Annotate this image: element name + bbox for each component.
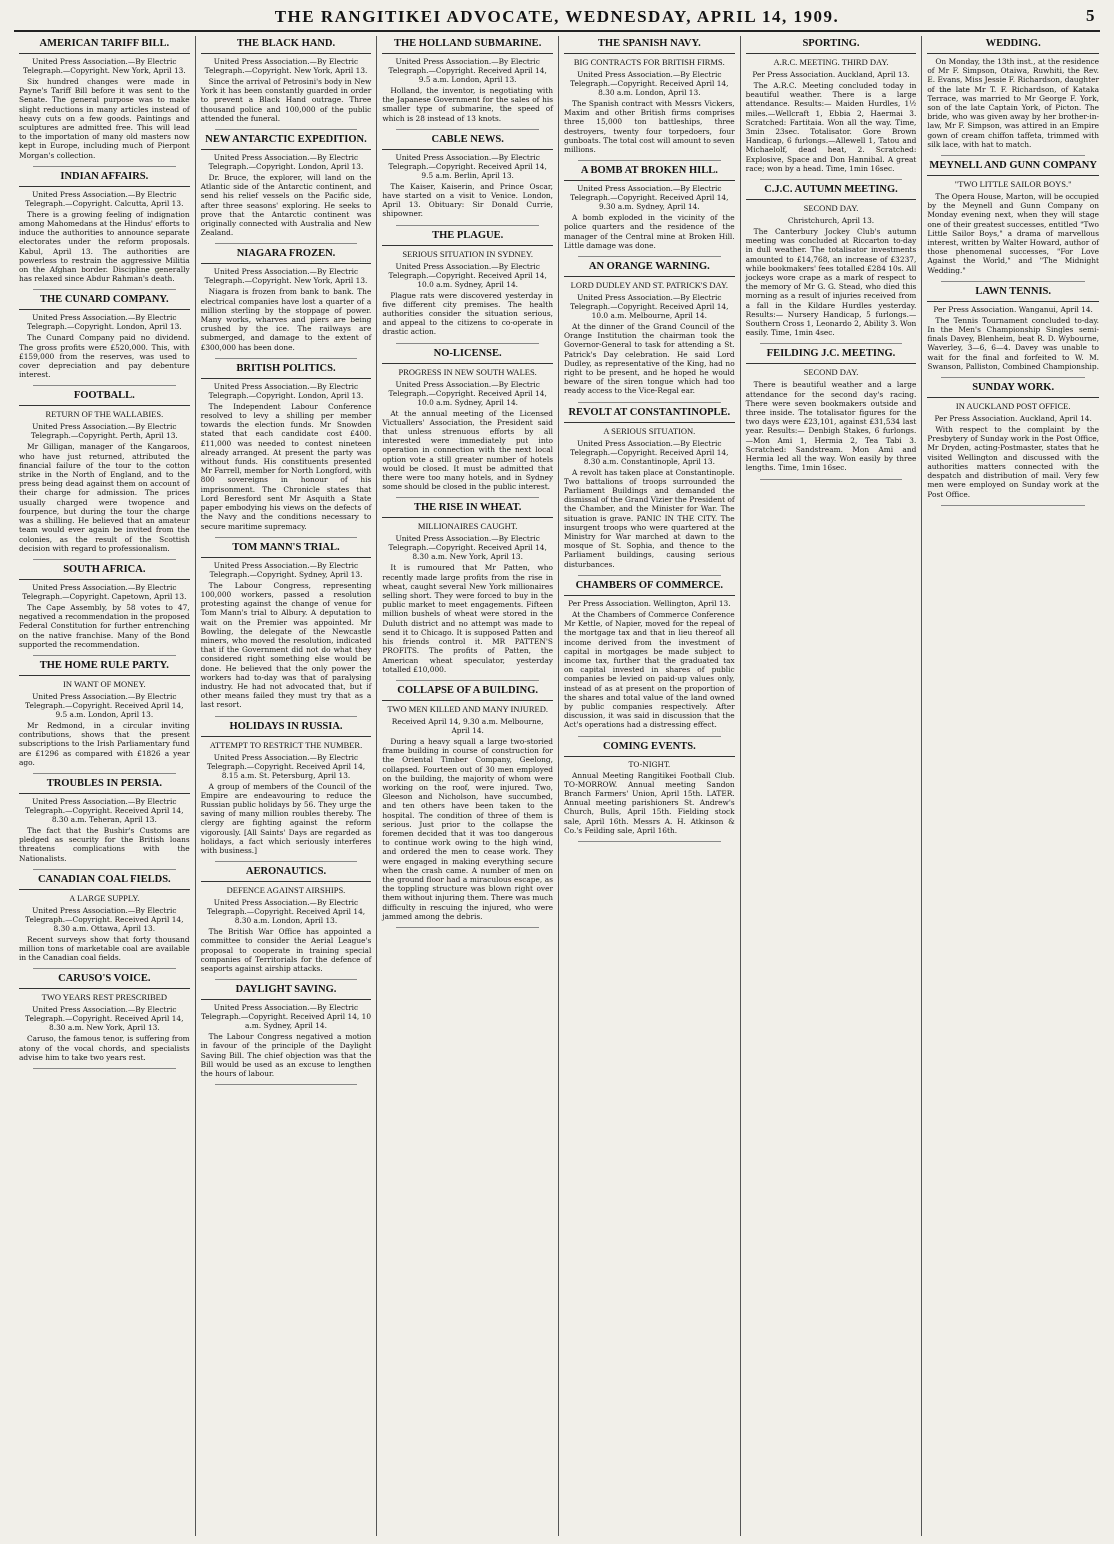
article-headline: CARUSO'S VOICE. bbox=[19, 973, 190, 989]
column-3 bbox=[377, 36, 559, 1536]
article-subhead: PROGRESS IN NEW SOUTH WALES. bbox=[398, 366, 537, 377]
article-body: Annual Meeting Rangitikei Football Club. TO-MORROW. Annual meeting Sandon Branch Farmers' Union, April 15th. LATER. Annual meeting parishioners St. Andrew's Church, Bulls, April 15th. Fielding stock sale, April 16th. Messrs A. H. Atkinson & Co.'s Feilding sale, April 16th. bbox=[564, 770, 735, 835]
article-dateline: United Press Association.—By Electric Telegraph.—Copyright. Received April 14, 10.0 a.m. Sydney, April 14. bbox=[388, 261, 547, 289]
article-dateline: United Press Association.—By Electric Telegraph.—Copyright. Received April 14, 8.30 a.m. Constantinople, April 13. bbox=[570, 438, 729, 466]
article-divider bbox=[33, 385, 176, 386]
article-divider bbox=[215, 1084, 358, 1085]
article-body: Six hundred changes were made in Payne's Tariff Bill before it was sent to the Senate. The general purpose was to make slight reductions in many articles instead of heavy cuts on a few goods. Paintings and sculptures are admitted free. This will lead to the importation of many old masters now kept in Europe, including much of Pierpont Morgan's collection. bbox=[19, 77, 190, 160]
article-subhead: "TWO LITTLE SAILOR BOYS." bbox=[954, 179, 1072, 190]
article bbox=[201, 134, 372, 237]
article-headline: C.J.C. AUTUMN MEETING. bbox=[746, 184, 917, 200]
article-body: Plague rats were discovered yesterday in five different city premises. The health authorities consider the situation serious, and appeal to the citizens to co-operate in drastic action. bbox=[382, 290, 553, 337]
article-headline: AN ORANGE WARNING. bbox=[564, 261, 735, 277]
article bbox=[564, 38, 735, 154]
article-headline: REVOLT AT CONSTANTINOPLE. bbox=[564, 407, 735, 423]
article-subhead: IN AUCKLAND POST OFFICE. bbox=[955, 401, 1071, 412]
article bbox=[564, 165, 735, 250]
article-body: The Labour Congress, representing 100,000 workers, passed a resolution protesting against the change of venue for Tom Mann's trial to Albury. A deputation to wait on the Premier was appointed. Mr Bowling, the delegate of the Newcastle miners, who moved the resolution, indicated that if the Government did not do what they considered right something else would be done. He believed that the only power the workers had to-day was that of paralysing industry. He had not advocated that, but if other means failed they must try that as a last resort. bbox=[200, 580, 372, 710]
article-dateline: Received April 14, 9.30 a.m. Melbourne, April 14. bbox=[391, 716, 544, 735]
article-subhead: A LARGE SUPPLY. bbox=[69, 892, 140, 903]
article-divider bbox=[215, 537, 358, 538]
article bbox=[19, 973, 190, 1062]
article-headline: CANADIAN COAL FIELDS. bbox=[19, 874, 190, 890]
article-dateline: TO-NIGHT. bbox=[628, 759, 671, 769]
article-dateline: United Press Association.—By Electric Telegraph.—Copyright. Received April 14, 8.30 a.m. New York, April 13. bbox=[25, 1005, 184, 1033]
masthead-title: THE RANGITIKEI ADVOCATE, WEDNESDAY, APRIL 14, 1909. bbox=[274, 7, 840, 26]
article-headline: THE SPANISH NAVY. bbox=[564, 38, 735, 54]
column-5 bbox=[741, 36, 923, 1536]
article-headline: LAWN TENNIS. bbox=[927, 286, 1099, 302]
article bbox=[19, 778, 190, 863]
article bbox=[746, 184, 917, 337]
article-dateline: Per Press Association. Wanganui, April 14. bbox=[933, 304, 1093, 314]
article-divider bbox=[578, 256, 721, 257]
article-dateline: United Press Association.—By Electric Telegraph.—Copyright. Sydney, April 13. bbox=[209, 560, 363, 579]
article-body: At the Chambers of Commerce Conference Mr Kettle, of Napier, moved for the repeal of the mortgage tax and that in lieu thereof all income derived from the investment of capital in mortgages be made subject to income tax, further that the graduated tax on capital invested in shares of public companies be levied on paid-up values only, instead of as at present on the proportion of the shares and total value of the land owned by public companies respectively. After discussion, it was said in discussion that the Act's operations had a distressing effect. bbox=[564, 609, 735, 730]
article-subhead: MILLIONAIRES CAUGHT. bbox=[417, 521, 518, 532]
article-body: At the dinner of the Grand Council of the Orange Institution the chairman took the Governor-General to task for attending a St. Patrick's Day celebration. He said Lord Dudley, as representative of the King, had no right to be present, and he hoped he would beware of the siren tongue which had too ready access to the Vice-Regal ear. bbox=[564, 322, 735, 396]
article-divider bbox=[578, 402, 721, 403]
page-number: 5 bbox=[1086, 6, 1096, 25]
article-dateline: United Press Association.—By Electric Telegraph.—Copyright. Received April 14, 10 a.m. Sydney, April 14. bbox=[200, 1003, 372, 1031]
article bbox=[382, 685, 553, 921]
article bbox=[564, 407, 735, 569]
article-headline: COLLAPSE OF A BUILDING. bbox=[382, 685, 553, 701]
article-headline: FEILDING J.C. MEETING. bbox=[746, 348, 917, 364]
article-headline: AERONAUTICS. bbox=[201, 866, 372, 882]
masthead bbox=[14, 4, 1100, 32]
article-subhead: IN WANT OF MONEY. bbox=[63, 678, 146, 689]
article-dateline: United Press Association.—By Electric Telegraph.—Copyright. Received April 14, 8.30 a.m. Ottawa, April 13. bbox=[25, 905, 184, 933]
article-dateline: United Press Association.—By Electric Telegraph.—Copyright. London, April 13. bbox=[208, 381, 364, 400]
article-body: At the annual meeting of the Licensed Victuallers' Association, the President said that unless strenuous efforts by all interested were immediately put into operation in connection with the next local option vote a still greater number of hotels would be closed. It must be admitted that there were too many hotels, and in Sydney some should be closed in the public interest. bbox=[382, 408, 553, 492]
article bbox=[382, 134, 553, 219]
article-dateline: United Press Association.—By Electric Telegraph.—Copyright. Received April 14, 8.30 a.m. New York, April 13. bbox=[388, 534, 547, 562]
article-subhead: BIG CONTRACTS FOR BRITISH FIRMS. bbox=[573, 57, 725, 67]
article-headline: SUNDAY WORK. bbox=[927, 382, 1099, 398]
article-headline: NIAGARA FROZEN. bbox=[201, 248, 372, 264]
article-body: Dr. Bruce, the explorer, will land on the Atlantic side of the Antarctic continent, and send his relief vessels on the Pacific side, after three seasons' exploring. He seeks to prove that the Antarctic continent was originally connected with Australia and New Zealand. bbox=[200, 173, 372, 238]
article-headline: CHAMBERS OF COMMERCE. bbox=[564, 580, 735, 596]
article bbox=[927, 382, 1099, 499]
article bbox=[201, 248, 372, 351]
article-body: Mr Redmond, in a circular inviting contributions, shows that the present subscriptions to the Irish Parliamentary fund are £1296 as compared with £1826 a year ago. bbox=[19, 720, 190, 767]
article bbox=[201, 721, 372, 856]
article-headline: A BOMB AT BROKEN HILL. bbox=[564, 165, 735, 181]
article bbox=[382, 230, 553, 337]
article-body: A group of members of the Council of the Empire are endeavouring to reduce the Russian public holidays by 56. They urge the saving of many million roubles thereby. The clergy are fighting against the reform vigorously. [All Saints' Days are regarded as holidays, a fact which seriously interferes with business.] bbox=[200, 781, 372, 855]
article-subhead: A.R.C. MEETING. THIRD DAY. bbox=[773, 57, 889, 67]
article-dateline: United Press Association.—By Electric Telegraph.—Copyright. New York, April 13. bbox=[204, 57, 368, 75]
article-headline: NO-LICENSE. bbox=[382, 348, 553, 364]
article-divider bbox=[33, 166, 176, 167]
article-subhead: SECOND DAY. bbox=[803, 203, 859, 214]
article-divider bbox=[33, 289, 176, 290]
article-divider bbox=[760, 179, 903, 180]
article bbox=[564, 741, 735, 835]
article-divider bbox=[578, 841, 721, 842]
article-body: The Cunard Company paid no dividend. The gross profits were £520,000. This, with £159,000 from the reserves, was used to cover depreciation and pay debenture interest. bbox=[19, 333, 190, 380]
article-subhead: ATTEMPT TO RESTRICT THE NUMBER. bbox=[209, 739, 363, 750]
article bbox=[746, 348, 917, 472]
article-divider bbox=[215, 861, 358, 862]
article-divider bbox=[215, 129, 358, 130]
article-body: The British War Office has appointed a committee to consider the Aerial League's proposal to cooperate in training special companies of Territorials for the defence of seaports against airship attacks. bbox=[200, 927, 372, 973]
article-headline: WEDDING. bbox=[927, 38, 1099, 54]
article bbox=[19, 874, 190, 963]
article-headline: CABLE NEWS. bbox=[382, 134, 553, 150]
column-4 bbox=[559, 36, 741, 1536]
article-body: The Spanish contract with Messrs Vickers, Maxim and other British firms comprises three 15,000 ton battleships, three destroyers, twenty four torpedoers, four gunboats. The total cost will amount to seven millions. bbox=[564, 99, 735, 155]
article-divider bbox=[396, 343, 539, 344]
article-divider bbox=[215, 243, 358, 244]
article-headline: THE PLAGUE. bbox=[382, 230, 553, 246]
article-headline: SOUTH AFRICA. bbox=[19, 564, 190, 580]
article-body: It is rumoured that Mr Patten, who recently made large profits from the rise in wheat, caught several New York millionaires selling short. They were forced to buy in the public market to meet engagements. Fifteen million bushels of wheat were stored in the Duluth district and no attempt was made to send it to Chicago. It is supposed Patten and his friends control it. MR PATTEN'S PROFITS. The profits of Patten, the American wheat speculator, yesterday totalled £10,000. bbox=[382, 563, 553, 674]
article bbox=[201, 38, 372, 123]
article-divider bbox=[578, 160, 721, 161]
article-dateline: United Press Association.—By Electric Telegraph.—Copyright. Received April 14, 8.30 a.m. London, April 13. bbox=[206, 898, 366, 926]
article-divider bbox=[33, 869, 176, 870]
article-body: The Tennis Tournament concluded to-day. In the Men's Championship Singles semi-finals Davey, Blenheim, beat R. D. Wybourne, Waverley, 3—6, 6—4. Davey was unable to wait for the final and forfeited to W. M. Swanson, Palliston, Combined Championship. bbox=[927, 315, 1099, 371]
article-dateline: United Press Association.—By Electric Telegraph.—Copyright. Capetown, April 13. bbox=[22, 582, 187, 601]
article-body: The Independent Labour Conference resolved to levy a shilling per member towards the election funds. Mr Snowden stated that each candidate cost £400. £11,000 was needed to contest nineteen already arranged. At present the party was without funds. His constituents presented Mr Farrell, member for North Longford, with 800 sovereigns in honour of his imprisonment. The Chronicle states that Lord Beresford sent Mr Asquith a State paper embodying his views on the defects of the Navy and the conditions necessary to secure maritime supremacy. bbox=[200, 401, 372, 531]
article-body: A revolt has taken place at Constantinople. Two battalions of troops surrounded the Parliament Buildings and demanded the dismissal of the Grand Vizier the President of the Chamber, and the Minister for War. The situation is grave. PANIC IN THE CITY. The insurgent troops who were quartered at the Ministry for War marched at dawn to the mosque of St. Sophia, and thence to the Parliament buildings, causing serious disturbances. bbox=[564, 467, 735, 569]
article-subhead: TWO MEN KILLED AND MANY INJURED. bbox=[387, 703, 549, 714]
article-headline: BRITISH POLITICS. bbox=[201, 363, 372, 379]
article bbox=[382, 38, 553, 123]
article-divider bbox=[33, 655, 176, 656]
article-headline: NEW ANTARCTIC EXPEDITION. bbox=[201, 134, 372, 150]
article-divider bbox=[396, 497, 539, 498]
article-body: The Labour Congress negatived a motion in favour of the principle of the Daylight Saving Bill. The chief objection was that the Bill would be used as an excuse to lengthen the hours of labour. bbox=[200, 1032, 372, 1078]
article-headline: HOLIDAYS IN RUSSIA. bbox=[201, 721, 372, 737]
article-divider bbox=[941, 281, 1085, 282]
article-body: Since the arrival of Petrosini's body in New York it has been constantly guarded in order to prevent a Black Hand outrage. Three thousand police and 100,000 of the public attended the funeral. bbox=[200, 77, 372, 123]
article-divider bbox=[215, 716, 358, 717]
article-headline: THE HOLLAND SUBMARINE. bbox=[382, 38, 553, 54]
article-dateline: United Press Association.—By Electric Telegraph.—Copyright. Received April 14, 10.0 a.m. Sydney, April 14. bbox=[388, 379, 547, 407]
article-subhead: SECOND DAY. bbox=[803, 367, 859, 378]
article bbox=[927, 286, 1099, 371]
article bbox=[564, 261, 735, 396]
article-dateline: United Press Association.—By Electric Telegraph.—Copyright. New York, April 13. bbox=[22, 57, 186, 75]
article-body: The Opera House, Marton, will be occupied by the Meynell and Gunn Company on Monday evening next, when they will stage one of their greatest successes, entitled "Two Little Sailor Boys," a drama of marvellous interest, written by Walter Howard, author of those phenomenal successes, "For Love Against the World," and "The Midnight Wedding." bbox=[927, 192, 1100, 275]
article-divider bbox=[760, 343, 903, 344]
article-headline: FOOTBALL. bbox=[19, 390, 190, 406]
article-divider bbox=[396, 225, 539, 226]
article-body: There is a growing feeling of indignation among Mahomedans at the Hindus' efforts to induce the authorities to announce separate electorates under the reform proposals. Kabul, April 13. The authorities are powerless to restrain the aggressive Militia on the Afghan border. Discipline generally has relaxed since Abdur Rahman's death. bbox=[19, 209, 190, 284]
article bbox=[382, 348, 553, 492]
article bbox=[564, 580, 735, 730]
article bbox=[19, 294, 190, 379]
article-body: The A.R.C. Meeting concluded today in beautiful weather. There is a large attendance. Results:— Maiden Hurdles, 1½ miles.—Wellcraft 1, Ebbia 2, Haermai 3. Scratched: Fartitaia. Won all the way. Time, 3min 23sec. Totalisator. Gore Brown Handicap, 6 furlongs.—Allewell 1, Tatou and Michaelolf, dead heat, 2. Scratched: Explosive, Space and Don Hannibal. A great race; won by a head. Time, 1min 16sec. bbox=[745, 81, 917, 173]
article-headline: THE CUNARD COMPANY. bbox=[19, 294, 190, 310]
article-body: There is beautiful weather and a large attendance for the second day's racing. There were seven bookmakers outside and three inside. The totalisator figures for the two days were £23,101, against £31,534 last year. Results:— Denbigh Stakes, 6 furlongs.—Mon Ami 1, Hermia 2, Tea Tabi 3. Scratched: Sandstream. Mon Ami and Hermia led all the way. Won easily by three lengths. Time, 1min 16sec. bbox=[745, 380, 917, 473]
columns-container bbox=[14, 36, 1104, 1536]
article bbox=[201, 542, 372, 710]
article bbox=[19, 564, 190, 649]
article-headline: TROUBLES IN PERSIA. bbox=[19, 778, 190, 794]
article-divider bbox=[941, 377, 1085, 378]
article-headline: THE HOME RULE PARTY. bbox=[19, 660, 190, 676]
article-dateline: United Press Association.—By Electric Telegraph.—Copyright. Calcutta, April 13. bbox=[25, 189, 184, 208]
article-subhead: SERIOUS SITUATION IN SYDNEY. bbox=[402, 248, 533, 259]
article-divider bbox=[578, 575, 721, 576]
article-divider bbox=[33, 1068, 176, 1069]
article-body: On Monday, the 13th inst., at the residence of Mr F. Simpson, Otaiwa, Ruwhiti, the Rev. E. Evans, Miss Jessie F. Richardson, daughter of the late Mr T. F. Richardson, of Kataka Terrace, was married to Mr George F. York, son of the late Captain York, of Picton. The bride, who was given away by her brother-in-law, Mr F. Simpson, was attired in an Empire gown of cream chiffon taffeta, trimmed with silk lace, with hat to match. bbox=[927, 57, 1099, 149]
article-divider bbox=[396, 680, 539, 681]
column-2 bbox=[196, 36, 378, 1536]
column-6 bbox=[922, 36, 1104, 1536]
article-headline: MEYNELL AND GUNN COMPANY bbox=[927, 160, 1099, 176]
article-headline: TOM MANN'S TRIAL. bbox=[201, 542, 372, 558]
article-divider bbox=[396, 129, 539, 130]
article bbox=[927, 38, 1099, 149]
article-dateline: Per Press Association. Auckland, April 14. bbox=[934, 414, 1092, 424]
article bbox=[382, 502, 553, 673]
article-divider bbox=[396, 927, 539, 928]
article-headline: THE RISE IN WHEAT. bbox=[382, 502, 553, 518]
article-body: The fact that the Bushir's Customs are pledged as security for the British loans threatens complications with the Nationalists. bbox=[19, 825, 190, 863]
article-dateline: United Press Association.—By Electric Telegraph.—Copyright. Received April 14, 9.5 a.m. Berlin, April 13. bbox=[388, 152, 547, 180]
article bbox=[927, 160, 1099, 275]
article bbox=[201, 984, 372, 1078]
article-headline: INDIAN AFFAIRS. bbox=[19, 171, 190, 187]
article-divider bbox=[941, 505, 1085, 506]
article bbox=[19, 38, 190, 160]
article bbox=[201, 866, 372, 973]
article-dateline: Per Press Association. Auckland, April 13. bbox=[752, 70, 910, 79]
article-headline: SPORTING. bbox=[746, 38, 917, 54]
article-headline: COMING EVENTS. bbox=[564, 741, 735, 757]
article-dateline: United Press Association.—By Electric Telegraph.—Copyright. Received April 14, 9.5 a.m. London, April 13. bbox=[25, 691, 184, 719]
article-body: A bomb exploded in the vicinity of the police quarters and the residence of the manager of the Central mine at Broken Hill. Little damage was done. bbox=[564, 213, 735, 250]
article-divider bbox=[33, 773, 176, 774]
article bbox=[19, 390, 190, 552]
article-body: Caruso, the famous tenor, is suffering from atony of the vocal chords, and specialists advise him to take two years rest. bbox=[19, 1034, 190, 1062]
article-dateline: United Press Association.—By Electric Telegraph.—Copyright. London, April 13. bbox=[27, 313, 182, 332]
article-dateline: United Press Association.—By Electric Telegraph.—Copyright. London, April 13. bbox=[208, 153, 364, 172]
article bbox=[201, 363, 372, 531]
article-body: The Cape Assembly, by 58 votes to 47, negatived a recommendation in the proposed Federal Constitution for further entrenching on the native franchise. Many of the Bond supported the recommendation. bbox=[19, 602, 190, 649]
article bbox=[19, 660, 190, 767]
article bbox=[19, 171, 190, 284]
article-subhead: TWO YEARS REST PRESCRIBED bbox=[41, 992, 168, 1003]
article-divider bbox=[578, 736, 721, 737]
article-body: During a heavy squall a large two-storied frame building in course of construction for the Oriental Timber Company, Geelong, collapsed. Fourteen out of 30 men employed on the building, the majority of whom were working on the roof, were injured. Two, Gleeson and Nicholson, have succumbed, and ten others have been taken to the hospital. The condition of three of them is serious. Just prior to the collapse the foremen decided that it was too dangerous to continue work owing to the high wind, and ordered the men to cease work. They were engaged in making everything secure when the crash came. A number of men on the ground floor had a miraculous escape, as the toppling structure was blown right over them without injuring them. There was much difficulty in rescuing the injured, who were jammed among the debris. bbox=[382, 736, 553, 921]
article-divider bbox=[33, 559, 176, 560]
article-subhead: DEFENCE AGAINST AIRSHIPS. bbox=[226, 885, 346, 896]
article-subhead: LORD DUDLEY AND ST. PATRICK'S DAY. bbox=[570, 280, 728, 291]
article-dateline: United Press Association.—By Electric Telegraph.—Copyright. Received April 14, 9.30 a.m. Sydney, April 14. bbox=[570, 184, 729, 212]
article-dateline: Christchurch, April 13. bbox=[787, 216, 875, 226]
article-body: The Kaiser, Kaiserin, and Prince Oscar, have started on a visit to Venice. London, April 13. Obituary: Sir Donald Currie, shipowner. bbox=[382, 181, 553, 219]
article-dateline: United Press Association.—By Electric Telegraph.—Copyright. Received April 14, 8.30 a.m. Teheran, April 13. bbox=[25, 796, 184, 824]
article-dateline: United Press Association.—By Electric Telegraph.—Copyright. Received April 14, 8.15 a.m. St. Petersburg, April 13. bbox=[206, 752, 366, 780]
article-dateline: United Press Association.—By Electric Telegraph.—Copyright. Received April 14, 8.30 a.m. London, April 13. bbox=[570, 70, 729, 97]
article-body: The Canterbury Jockey Club's autumn meeting was concluded at Riccarton to-day in dull weather. The totalisator investments amounted to £14,768, an increase of £3237, while bookmakers' fees totalled £284 10s. All jockeys wore crape as a mark of respect to the memory of Mr G. G. Stead, who died this morning as a result of injuries received from a fall in the Kildare Hurdles yesterday. Results:— Nursery Handicap, 5 furlongs.—Southern Cross 1, Leonardo 2, Ability 3. Won easily. Time, 1min 4sec. bbox=[745, 227, 917, 338]
article-body: With respect to the complaint by the Presbytery of Sunday work in the Post Office, Mr Dryden, acting-Postmaster, states that he visited Wellington and discussed with the authorities matters connected with the despatch and distribution of mail. Very few men were employed on Sunday work at the Post Office. bbox=[927, 425, 1099, 499]
article-divider bbox=[941, 155, 1085, 156]
article-dateline: United Press Association.—By Electric Telegraph.—Copyright. New York, April 13. bbox=[204, 267, 368, 286]
article-divider bbox=[33, 968, 176, 969]
article-dateline: United Press Association.—By Electric Telegraph.—Copyright. Received April 14, 9.5 a.m. London, April 13. bbox=[388, 57, 547, 84]
article-body: Recent surveys show that forty thousand million tons of marketable coal are available in the Canadian coal fields. bbox=[19, 934, 190, 963]
article-dateline: United Press Association.—By Electric Telegraph.—Copyright. Perth, April 13. bbox=[30, 422, 178, 441]
article-body: Niagara is frozen from bank to bank. The electrical companies have lost a quarter of a million sterling by the stoppage of power. Many works, wharves and piers are being crushed by the ice. The railways are submerged, and damage to the extent of £300,000 has been done. bbox=[200, 287, 372, 352]
article-subhead: RETURN OF THE WALLABIES. bbox=[45, 409, 164, 420]
article-headline: THE BLACK HAND. bbox=[201, 38, 372, 54]
article-divider bbox=[760, 479, 903, 480]
article bbox=[746, 38, 917, 173]
column-1 bbox=[14, 36, 196, 1536]
article-dateline: Per Press Association. Wellington, April 13. bbox=[568, 598, 731, 608]
article-headline: AMERICAN TARIFF BILL. bbox=[19, 38, 190, 54]
article-divider bbox=[215, 358, 358, 359]
article-body: Mr Gilligan, manager of the Kangaroos, who have just returned, attributed the financial failure of the tour to the cotton strike in the North of England, and to the press being dead against them on account of their charge for admission. The prices usually charged were twopence and fourpence, but during the tour the charge was a shilling. He believed that an amateur team would ever again be invited from the colonies, as the result of the Scottish decision with regard to professionalism. bbox=[19, 442, 190, 553]
article-subhead: A SERIOUS SITUATION. bbox=[603, 425, 696, 436]
article-dateline: United Press Association.—By Electric Telegraph.—Copyright. Received April 14, 10.0 a.m. Melbourne, April 14. bbox=[570, 293, 729, 321]
article-body: Holland, the inventor, is negotiating with the Japanese Government for the sales of his smaller type of submarine, the speed of which is 28 instead of 13 knots. bbox=[382, 86, 553, 123]
article-headline: DAYLIGHT SAVING. bbox=[201, 984, 372, 1000]
article-divider bbox=[215, 979, 358, 980]
